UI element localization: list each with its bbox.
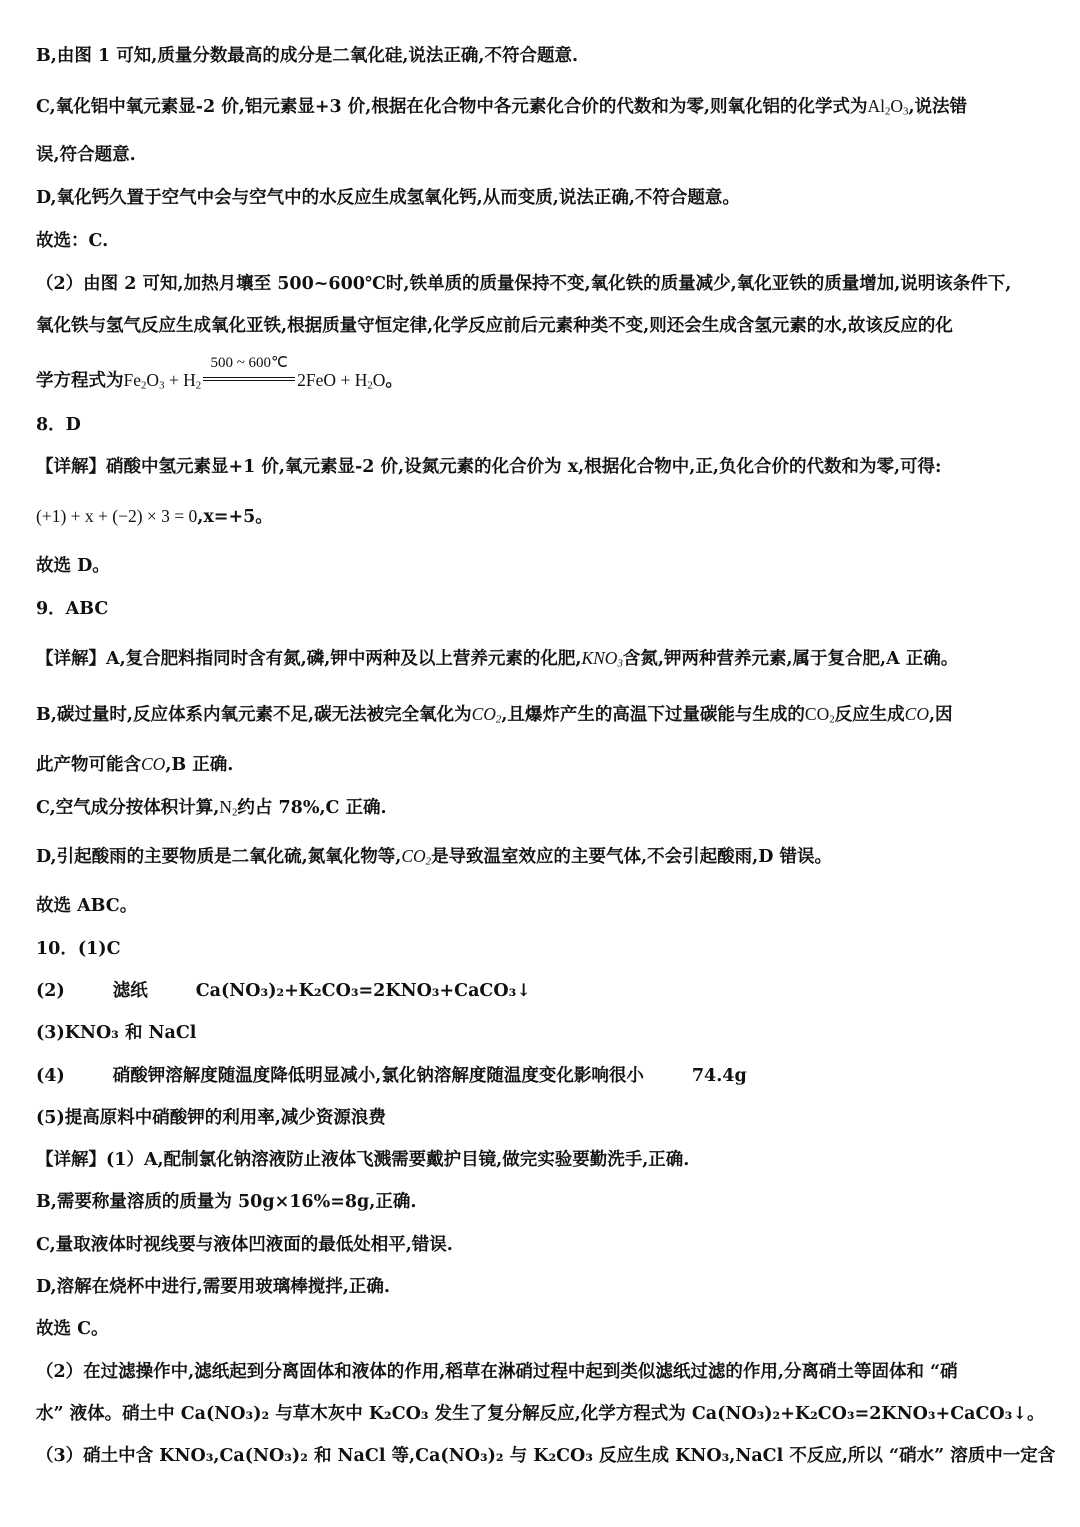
text: ,x=+5。 [197, 507, 273, 527]
line-part2: （2）由图 2 可知,加热月壤至 500~600℃时,铁单质的质量保持不变,氧化铁的质量减少,氧化亚铁的质量增加,说明该条件下, [36, 274, 1012, 294]
line-answer-abc: 故选 ABC。 [36, 896, 138, 916]
line-q9-a: 【详解】A,复合肥料指同时含有氮,磷,钾中两种及以上营养元素的化肥$,KNO_3$含氮,钾两种营养元素,属于复合肥,A 正确。 [36, 648, 959, 670]
line-q9-b: B,碳过量时,反应体系内氧元素不足,碳无法被完全氧化为$CO_2$,且爆炸产生的高温下过量碳能与生成的$CO_2$反应生成CO,因 [36, 704, 953, 726]
line-option-d: D,氧化钙久置于空气中会与空气中的水反应生成氢氧化钙,从而变质,说法正确,不符合题意。 [36, 188, 740, 208]
line-q9-c: C,空气成分按体积计算$,N_2$约占 78%,C 正确. [36, 797, 387, 819]
chemical-equation: $Fe_2O_3 + H_2$ 500 ~ 600℃ $2FeO + H_2O$ [123, 355, 386, 392]
line-q10-d: D,溶解在烧杯中进行,需要用玻璃棒搅拌,正确. [36, 1277, 390, 1297]
question-10-part4: (4) 硝酸钾溶解度随温度降低明显减小,氯化钠溶解度随温度变化影响很小 74.4g [36, 1066, 747, 1086]
line-option-b: B,由图 1 可知,质量分数最高的成分是二氧化硅,说法正确,不符合题意. [36, 46, 579, 66]
line-option-c-cont: 误,符合题意. [36, 145, 136, 165]
formula-al2o3: $Al_2O_3$ [867, 96, 909, 118]
text: ,说法错 [908, 97, 968, 117]
line-answer-c2: 故选 C。 [36, 1319, 109, 1339]
question-10-part5: (5)提高原料中硝酸钾的利用率,减少资源浪费 [36, 1108, 386, 1128]
line-q10-detail-a: 【详解】(1）A,配制氯化钠溶液防止液体飞溅需要戴护目镜,做完实验要勤洗手,正确. [36, 1150, 690, 1170]
text: C,氧化铝中氧元素显-2 价,铝元素显+3 价,根据在化合物中各元素化合价的代数和为零,则氧化铝的化学式为 [36, 97, 868, 117]
line-q8-detail: 【详解】硝酸中氢元素显+1 价,氧元素显-2 价,设氮元素的化合价为 x,根据化合物中,正,负化合价的代数和为零,可得: [36, 457, 942, 477]
math-expression: (+1) + x + (−2) × 3 = 0 [36, 506, 198, 526]
line-q10-b: B,需要称量溶质的质量为 50g×16%=8g,正确. [36, 1192, 417, 1212]
text: 学方程式为 [36, 371, 124, 391]
line-answer-c: 故选：C. [36, 231, 109, 251]
line-q10-part3-detail: （3）硝土中含 KNO₃,Ca(NO₃)₂ 和 NaCl 等,Ca(NO₃)₂ 与 K₂CO₃ 反应生成 KNO₃,NaCl 不反应,所以 “硝水” 溶质中一定含 [36, 1446, 1056, 1466]
line-option-c [36, 98, 967, 117]
formula-kno3: $KNO_3$ [581, 648, 623, 670]
line-answer-d: 故选 D。 [36, 556, 110, 576]
line-q8-expression [36, 508, 273, 527]
line-q10-c: C,量取液体时视线要与液体凹液面的最低处相平,错误. [36, 1235, 453, 1255]
question-8-answer: 8．D [36, 415, 81, 435]
question-10-part3: (3)KNO₃ 和 NaCl [36, 1023, 197, 1043]
line-q9-d: D,引起酸雨的主要物质是二氧化硫,氮氧化物等$,CO_2$是导致温室效应的主要气体,不会引起酸雨,D 错误。 [36, 846, 833, 868]
question-9-answer: 9．ABC [36, 599, 109, 619]
line-q10-part2-detail: （2）在过滤操作中,滤纸起到分离固体和液体的作用,稻草在淋硝过程中起到类似滤纸过滤的作用,分离硝土等固体和 “硝 [36, 1362, 958, 1382]
line-q10-part2-detail-cont: 水” 液体。硝土中 Ca(NO₃)₂ 与草木灰中 K₂CO₃ 发生了复分解反应,化学方程式为 Ca(NO₃)₂+K₂CO₃=2KNO₃+CaCO₃↓。 [36, 1404, 1045, 1424]
reaction-condition: 500 ~ 600℃ [203, 368, 295, 388]
question-10-part1: 10．(1)C [36, 939, 121, 959]
line-part2-cont: 氧化铁与氢气反应生成氧化亚铁,根据质量守恒定律,化学反应前后元素种类不变,则还会生成含氢元素的水,故该反应的化 [36, 316, 953, 336]
line-q9-b-cont: 此产物可能含CO,B 正确. [36, 754, 234, 775]
line-equation: 学方程式为$Fe_2O_3 + H_2$ 500 ~ 600℃ $2FeO + H_2O$。 [36, 355, 403, 392]
question-10-part2: (2) 滤纸 Ca(NO₃)₂+K₂CO₃=2KNO₃+CaCO₃↓ [36, 981, 531, 1001]
